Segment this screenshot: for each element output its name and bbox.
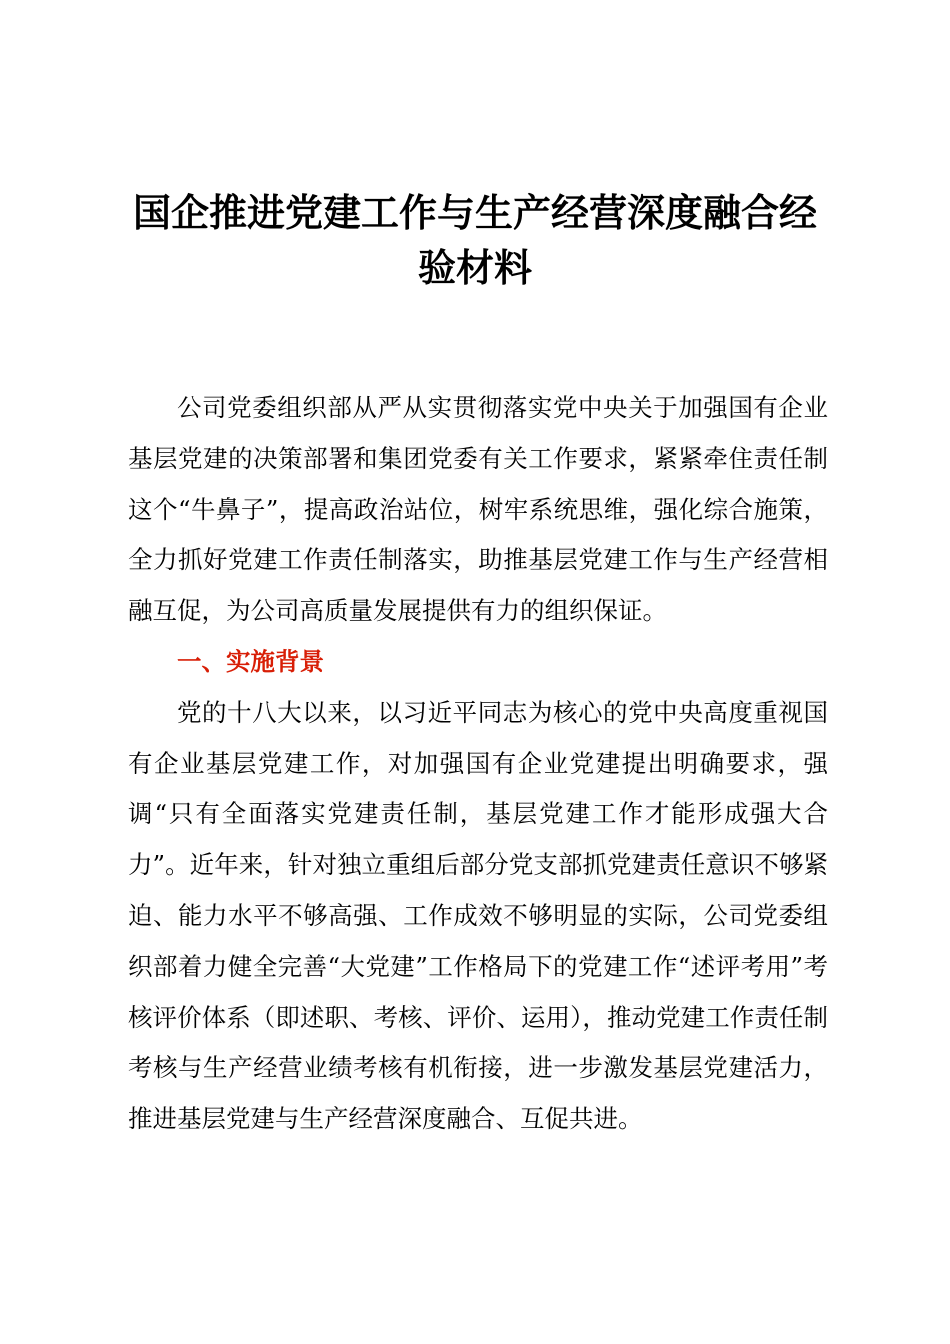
background-paragraph: 党的十八大以来，以习近平同志为核心的党中央高度重视国有企业基层党建工作，对加强国有企业党建提出明确要求，强调“只有全面落实党建责任制，基层党建工作才能形成强大合力”。近年来，针对独立重组后部分党支部抓党建责任意识不够紧迫、能力水平不够高强、工作成效不够明显的实际，公司党委组织部着力健全完善“大党建”工作格局下的党建工作“述评考用”考核评价体系（即述职、考核、评价、运用），推动党建工作责任制考核与生产经营业绩考核有机衔接，进一步激发基层党建活力，推进基层党建与生产经营深度融合、互促共进。 — [128, 697, 828, 1134]
document-title — [120, 186, 830, 296]
title-line-2: 验材料 — [417, 246, 532, 290]
intro-paragraph: 公司党委组织部从严从实贯彻落实党中央关于加强国有企业基层党建的决策部署和集团党委有关工作要求，紧紧牵住责任制这个“牛鼻子”，提高政治站位，树牢系统思维，强化综合施策，全力抓好党建工作责任制落实，助推基层党建工作与生产经营相融互促，为公司高质量发展提供有力的组织保证。 — [128, 393, 828, 626]
section-heading-background: 一、实施背景 — [177, 646, 324, 676]
document-body — [128, 383, 828, 1145]
title-line-1: 国企推进党建工作与生产经营深度融合经 — [132, 191, 817, 235]
